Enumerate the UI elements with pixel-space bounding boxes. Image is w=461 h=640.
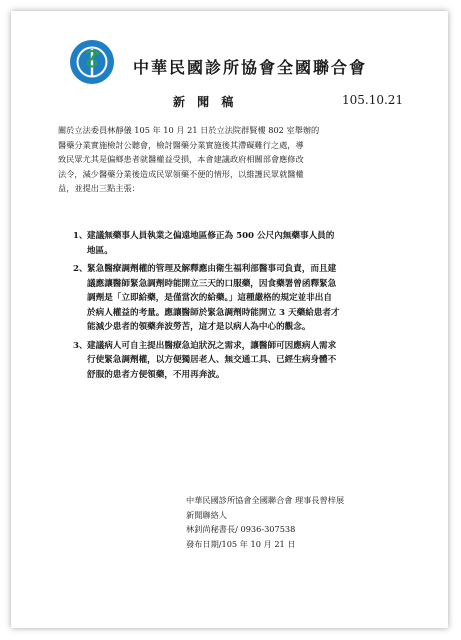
proposal-line: 議應讓醫師緊急調劑時能開立三天的口服藥，因食藥署曾函釋緊急	[87, 278, 337, 289]
signature-line: 發布日期/105 年 10 月 21 日	[186, 538, 296, 549]
proposal-item	[73, 229, 413, 258]
proposal-number: 1、	[73, 231, 88, 241]
proposal-item	[73, 262, 413, 335]
document-date: 105.10.21	[342, 93, 404, 107]
proposal-line: 調劑是「立即給藥，是僅當次的給藥。」這種嚴格的規定並非出自	[87, 293, 332, 303]
proposal-line: 於病人權益的考量。應讓醫師於緊急調劑時能開立 3 天藥給患者才	[87, 307, 340, 318]
proposal-line: 能減少患者的領藥奔波勞苦，這才是以病人為中心的觀念。	[87, 322, 311, 332]
signature-line: 中華民國診所協會全國聯合會 理事長曾梓展	[186, 495, 345, 505]
proposal-line: 建議無藥事人員執業之偏遠地區修正為 500 公尺內無藥事人員的	[87, 231, 335, 241]
proposal-number: 2、	[73, 264, 88, 274]
intro-paragraph	[58, 123, 408, 196]
proposal-line: 舒服的患者方便領藥，不用再奔波。	[87, 369, 225, 380]
signature-line: 林釗尚秘書長/ 0936-307538	[186, 524, 296, 534]
proposal-line: 行使緊急調劑權，以方便獨居老人、無交通工具、已經生病身體不	[87, 355, 337, 365]
intro-line: 益，並提出三點主張：	[58, 183, 140, 193]
proposal-item	[73, 339, 413, 383]
press-release-page	[11, 11, 448, 628]
intro-line: 醫藥分業實施檢討公聽會，檢討醫藥分業實施後其滯礙難行之處，導	[58, 139, 304, 150]
intro-line: 法令，減少醫藥分業後造成民眾領藥不便的情形，以維護民眾就醫權	[58, 168, 304, 179]
proposal-list	[73, 229, 413, 382]
signature-block	[186, 493, 426, 551]
signature-line: 新聞聯絡人	[186, 509, 227, 520]
organization-title: 中華民國診所協會全國聯合會	[133, 58, 368, 77]
proposal-line: 緊急醫療調劑權的管理及解釋應由衛生福利部醫事司負責，而且建	[87, 264, 337, 274]
association-logo-icon	[69, 39, 115, 85]
intro-line: 關於立法委員林靜儀 105 年 10 月 21 日於立法院群賢樓 802 室舉辦的	[58, 125, 320, 135]
proposal-number: 3、	[73, 340, 88, 351]
proposal-line: 建議病人可自主提出醫療急迫狀況之需求，讓醫師可因應病人需求	[87, 340, 337, 351]
document-type-label: 新 聞 稿	[173, 95, 238, 109]
proposal-line: 地區。	[87, 245, 113, 256]
intro-line: 致民眾尤其是偏鄉患者就醫權益受損，本會建議政府相關部會應修改	[58, 154, 304, 164]
